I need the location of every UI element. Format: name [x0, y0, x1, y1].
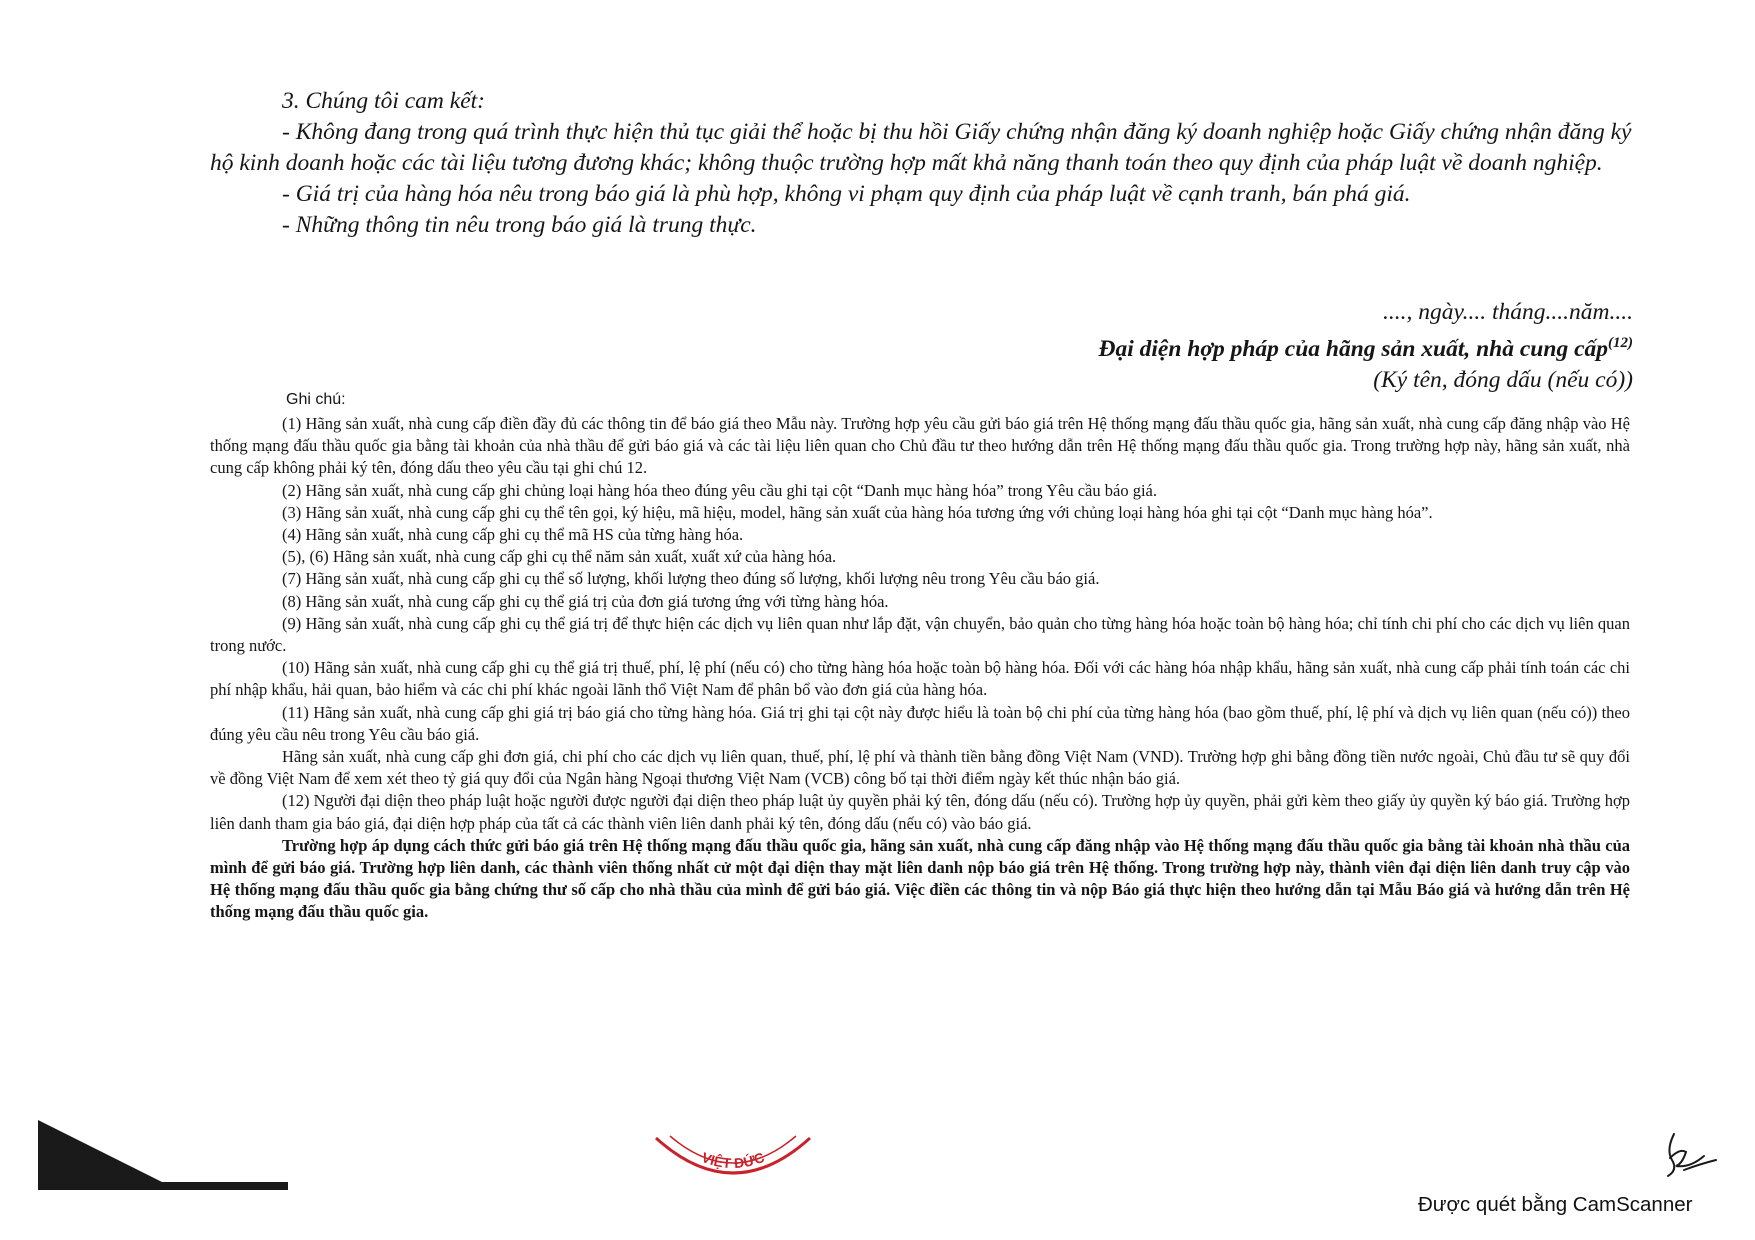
scan-edge-shadow	[38, 1120, 178, 1190]
commitment-item-3: - Những thông tin nêu trong báo giá là trung thực.	[282, 212, 757, 238]
handwritten-signature	[1660, 1130, 1720, 1180]
company-stamp	[648, 1130, 818, 1200]
notes-section	[210, 413, 1630, 924]
stamp-text: VIỆT ĐỨC	[699, 1148, 767, 1172]
note-item: (7) Hãng sản xuất, nhà cung cấp ghi cụ thể số lượng, khối lượng theo đúng số lượng, khối lượng nêu trong Yêu cầu báo giá.	[282, 569, 1100, 589]
note-item: (10) Hãng sản xuất, nhà cung cấp ghi cụ thể giá trị thuế, phí, lệ phí (nếu có) cho từng hàng hóa hoặc toàn bộ hàng hóa. Đối với các hàng hóa nhập khẩu, hãng sản xuất, nhà cung cấp phải tính toán các chi phí nhập khẩu, hải quan, bảo hiểm và các chi phí khác ngoài lãnh thổ Việt Nam để phân bổ vào đơn giá của hàng hóa.	[210, 658, 1630, 700]
camscanner-watermark: Được quét bằng CamScanner	[1418, 1193, 1693, 1216]
representative-title	[1099, 328, 1634, 365]
signature-block	[1099, 297, 1634, 396]
note-item: (1) Hãng sản xuất, nhà cung cấp điền đầy đủ các thông tin để báo giá theo Mẫu này. Trường hợp yêu cầu gửi báo giá trên Hệ thống mạng đấu thầu quốc gia, hãng sản xuất, nhà cung cấp đăng nhập vào Hệ thống mạng đấu thầu quốc gia bằng tài khoản của nhà thầu để gửi báo giá và các tài liệu liên quan cho Chủ đầu tư theo hướng dẫn trên Hệ thống mạng đấu thầu quốc gia. Trong trường hợp này, hãng sản xuất, nhà cung cấp không phải ký tên, đóng dấu theo yêu cầu tại ghi chú 12.	[210, 414, 1630, 478]
note-item: (9) Hãng sản xuất, nhà cung cấp ghi cụ thể giá trị để thực hiện các dịch vụ liên quan như lắp đặt, vận chuyển, bảo quản cho từng hàng hóa hoặc toàn bộ hàng hóa; chỉ tính chi phí cho các dịch vụ liên quan trong nước.	[210, 613, 1630, 656]
note-item: (8) Hãng sản xuất, nhà cung cấp ghi cụ thể giá trị của đơn giá tương ứng với từng hàng hóa.	[282, 591, 889, 611]
representative-text: Đại diện hợp pháp của hãng sản xuất, nhà cung cấp	[1098, 335, 1608, 362]
notes-label: Ghi chú:	[286, 391, 346, 408]
note-item: (11) Hãng sản xuất, nhà cung cấp ghi giá trị báo giá cho từng hàng hóa. Giá trị ghi tại cột này được hiểu là toàn bộ chi phí của từng hàng hóa (bao gồm thuế, phí, lệ phí và dịch vụ liên quan (nếu có)) theo đúng yêu cầu nêu trong Yêu cầu báo giá.	[210, 702, 1630, 744]
note-item: (4) Hãng sản xuất, nhà cung cấp ghi cụ thể mã HS của từng hàng hóa.	[282, 525, 744, 545]
note-final-bold: Trường hợp áp dụng cách thức gửi báo giá trên Hệ thống mạng đấu thầu quốc gia, hãng sản xuất, nhà cung cấp đăng nhập vào Hệ thống mạng đấu thầu quốc gia bằng tài khoản nhà thầu của mình để gửi báo giá. Trường hợp liên danh, các thành viên thống nhất cử một đại diện thay mặt liên danh nộp báo giá trên Hệ thống. Trong trường hợp này, thành viên đại diện liên danh truy cập vào Hệ thống mạng đấu thầu quốc gia bằng chứng thư số cấp cho nhà thầu của mình để gửi báo giá. Việc điền các thông tin và nộp Báo giá thực hiện theo hướng dẫn tại Mẫu Báo giá và hướng dẫn trên Hệ thống mạng đấu thầu quốc gia.	[210, 835, 1630, 922]
note-item: (2) Hãng sản xuất, nhà cung cấp ghi chủng loại hàng hóa theo đúng yêu cầu ghi tại cột “Danh mục hàng hóa” trong Yêu cầu báo giá.	[282, 480, 1157, 500]
commitment-item-1: - Không đang trong quá trình thực hiện thủ tục giải thể hoặc bị thu hồi Giấy chứng nhận đăng ký doanh nghiệp hoặc Giấy chứng nhận đăng ký hộ kinh doanh hoặc các tài liệu tương đương khác; không thuộc trường hợp mất khả năng thanh toán theo quy định của pháp luật về doanh nghiệp.	[210, 119, 1632, 176]
commitment-heading: 3. Chúng tôi cam kết:	[282, 88, 485, 114]
note-item: (12) Người đại diện theo pháp luật hoặc người được người đại diện theo pháp luật ủy quyền phải ký tên, đóng dấu (nếu có). Trường hợp ủy quyền, phải gửi kèm theo giấy ủy quyền ký báo giá. Trường hợp liên danh tham gia báo giá, đại diện hợp pháp của tất cả các thành viên liên danh phải ký tên, đóng dấu (nếu có) vào báo giá.	[210, 791, 1630, 833]
commitment-section	[210, 86, 1635, 241]
note-item: (5), (6) Hãng sản xuất, nhà cung cấp ghi cụ thể năm sản xuất, xuất xứ của hàng hóa.	[282, 547, 837, 567]
sign-instruction: (Ký tên, đóng dấu (nếu có))	[1373, 366, 1633, 393]
note-item: Hãng sản xuất, nhà cung cấp ghi đơn giá, chi phí cho các dịch vụ liên quan, thuế, phí, lệ phí và thành tiền bằng đồng Việt Nam (VND). Trường hợp ghi bằng đồng tiền nước ngoài, Chủ đầu tư sẽ quy đổi về đồng Việt Nam để xem xét theo tỷ giá quy đổi của Ngân hàng Ngoại thương Việt Nam (VCB) công bố tại thời điểm ngày kết thúc nhận báo giá.	[210, 747, 1630, 789]
commitment-item-2: - Giá trị của hàng hóa nêu trong báo giá là phù hợp, không vi phạm quy định của pháp luật về cạnh tranh, bán phá giá.	[282, 181, 1411, 207]
note-item: (3) Hãng sản xuất, nhà cung cấp ghi cụ thể tên gọi, ký hiệu, mã hiệu, model, hãng sản xuất của hàng hóa tương ứng với chủng loại hàng hóa ghi tại cột “Danh mục hàng hóa”.	[282, 502, 1433, 522]
representative-footnote: (12)	[1608, 335, 1633, 351]
scan-edge-bar	[38, 1182, 288, 1190]
date-line: ...., ngày.... tháng....năm....	[1382, 299, 1633, 325]
